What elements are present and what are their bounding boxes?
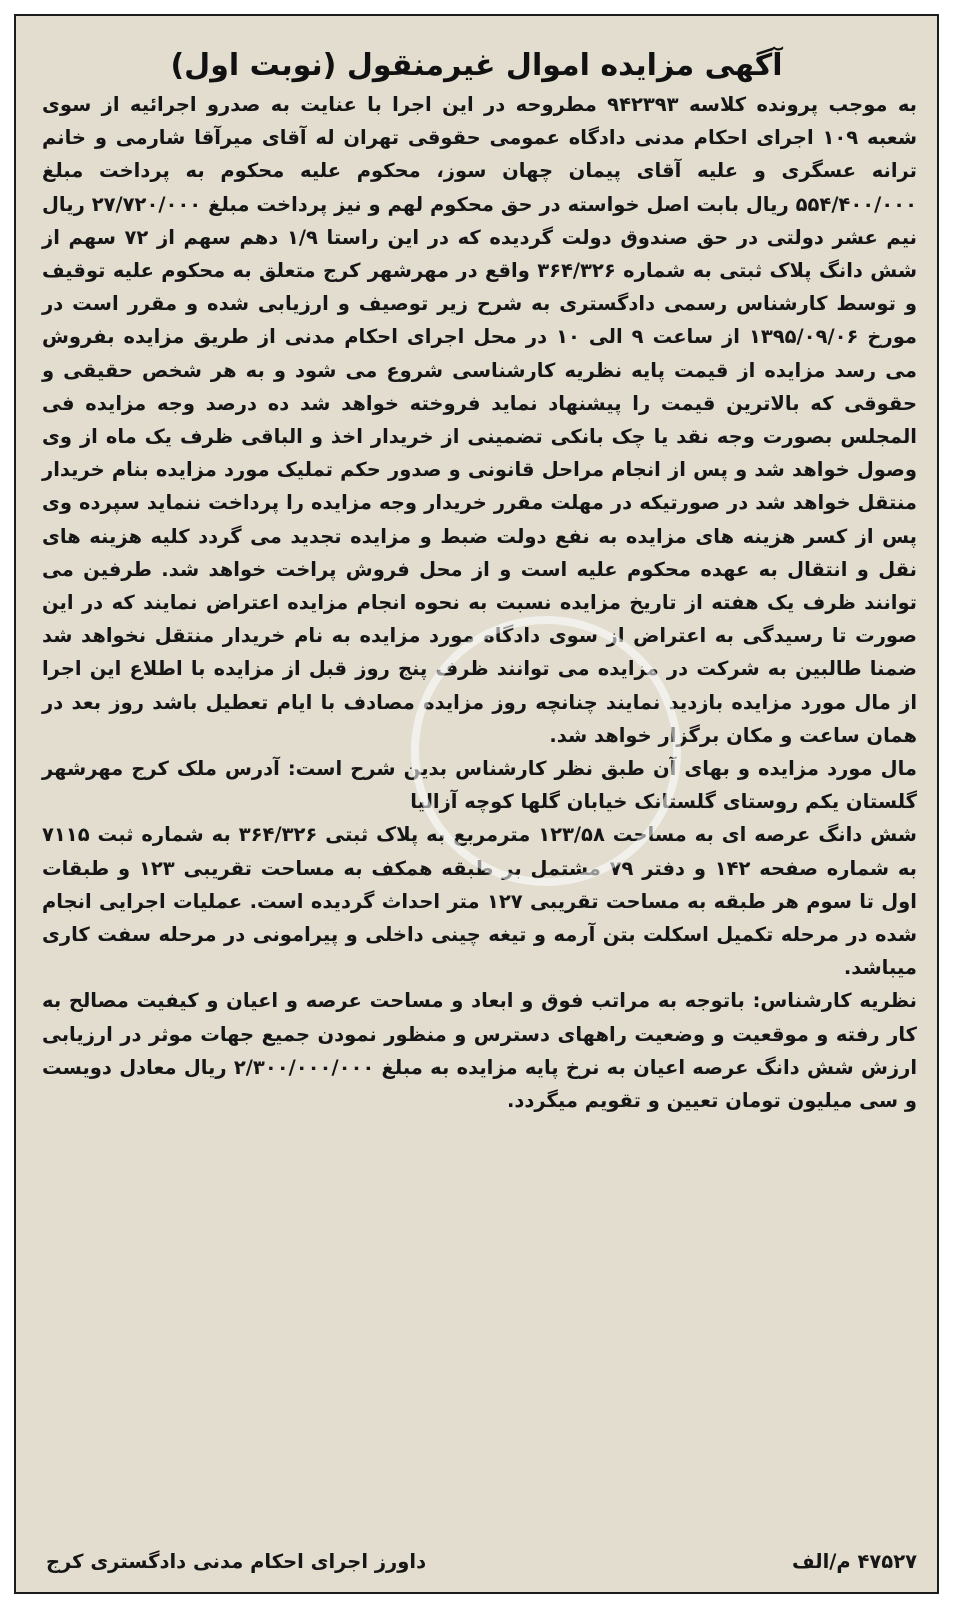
notice-card [14,14,939,1594]
notice-paragraph-property: مال مورد مزایده و بهای آن طبق نظر کارشناس بدین شرح است: آدرس ملک کرج مهرشهر گلستان یکم روستای گلستانک خیابان گلها کوچه آزالیا [42,757,917,814]
notice-title: آگهی مزایده اموال غیرمنقول (نوبت اول) [170,48,783,83]
notice-paragraph-main: به موجب پرونده کلاسه ۹۴۲۳۹۳ مطروحه در این اجرا با عنایت به صدرو اجرائیه از سوی شعبه ۱۰۹ اجرای احکام مدنی دادگاه عمومی حقوقی تهران له آقای میرآقا شارمی و خانم ترانه عسگری و علیه آقای پیمان چهان سوز، محکوم علیه محکوم به پرداخت مبلغ ۵۵۴/۴۰۰/۰۰۰ ریال بابت اصل خواسته در حق محکوم لهم و نیز پرداخت مبلغ ۲۷/۷۲۰/۰۰۰ ریال نیم عشر دولتی در حق صندوق دولت گردیده که در این راستا ۱/۹ دهم سهم از ۷۲ سهم از شش دانگ پلاک ثبتی به شماره ۳۶۴/۳۲۶ واقع در مهرشهر کرج متعلق به محکوم علیه توقیف و توسط کارشناس رسمی دادگستری به شرح زیر توصیف و ارزیابی شده و مقرر است در مورخ ۱۳۹۵/۰۹/۰۶ از ساعت ۹ الی ۱۰ در محل اجرای احکام مدنی از طریق مزایده بفروش می رسد مزایده از قیمت پایه نظریه کارشناسی شروع می شود و به هر شخص حقیقی و حقوقی که بالاترین قیمت را پیشنهاد نماید فروخته خواهد شد ده درصد وجه مزایده فی المجلس بصورت وجه نقد یا چک بانکی تضمینی از خریدار اخذ و الباقی ظرف یک ماه از وی وصول خواهد شد و پس از انجام مراحل قانونی و صدور حکم تملیک مورد مزایده بنام خریدار منتقل خواهد شد در صورتیکه در مهلت مقرر خریدار وجه مزایده را پرداخت ننماید سپرده وی پس از کسر هزینه های مزایده به نفع دولت ضبط و مزایده تجدید می گردد کلیه هزینه های نقل و انتقال به عهده محکوم علیه است و از محل فروش پراخت خواهد شد. طرفین می توانند ظرف یک هفته از تاریخ مزایده نسبت به نحوه انجام مزایده اعتراض نمایند که در این صورت تا رسیدگی به اعتراض از سوی دادگاه مورد مزایده به نام خریدار منتقل نخواهد شد ضمنا طالبین به شرکت در مزایده می توانند ظرف پنج روز قبل از مزایده با اطلاع این اجرا از مال مورد مزایده بازدید نمایند چنانچه روز مزایده مصادف با ایام تعطیل باشد روز بعد در همان ساعت و مکان برگزار خواهد شد. [42,93,918,747]
signature: داورز اجرای احکام مدنی دادگستری کرج [46,1550,427,1573]
notice-paragraph-description: شش دانگ عرصه ای به مساحت ۱۲۳/۵۸ مترمربع به پلاک ثبتی ۳۶۴/۳۲۶ به شماره ثبت ۷۱۱۵ به شماره صفحه ۱۴۲ و دفتر ۷۹ مشتمل بر طبقه همکف به مساحت تقریبی ۱۲۳ و طبقات اول تا سوم هر طبقه به مساحت تقریبی ۱۲۷ متر احداث گردیده است. عملیات اجرایی انجام شده در مرحله تکمیل اسکلت بتن آرمه و تیغه چینی داخلی و پیرامونی در مرحله سفت کاری میباشد. [42,823,917,980]
notice-body [16,88,937,1117]
notice-paragraph-appraisal: نظریه کارشناس: باتوجه به مراتب فوق و ابعاد و مساحت عرصه و اعیان و کیفیت مصالح به کار رفته و موقعیت و وضعیت راههای دسترس و منظور نمودن جمیع جهات موثر در ارزیابی ارزش شش دانگ عرصه اعیان به نرخ پایه مزایده به مبلغ ۲/۳۰۰/۰۰۰/۰۰۰ ریال معادل دویست و سی میلیون تومان تعیین و تقویم میگردد. [42,989,918,1113]
reference-number: ۴۷۵۲۷ م/الف [792,1550,917,1573]
notice-footer [46,1545,917,1578]
